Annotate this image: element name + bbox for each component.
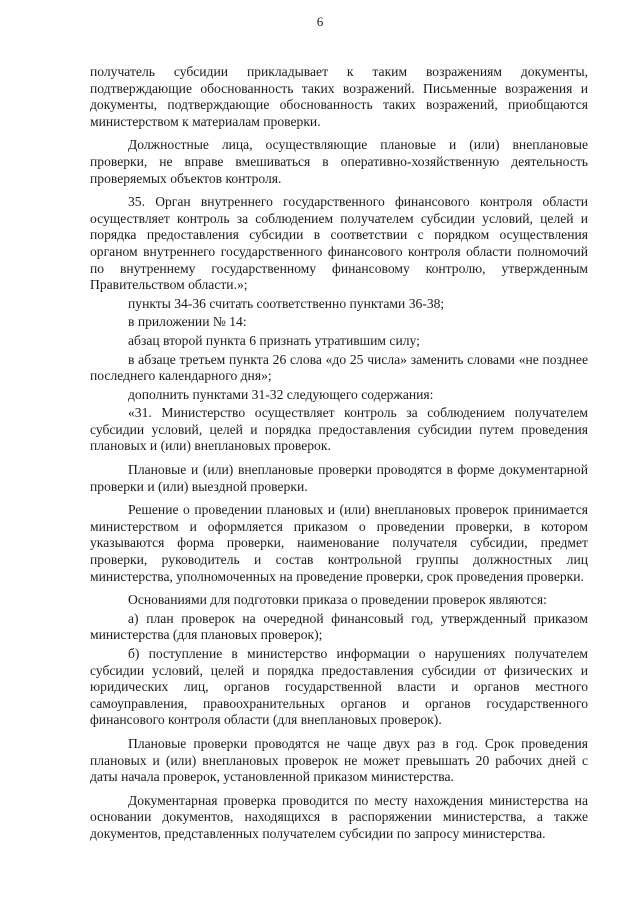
paragraph-9: «31. Министерство осуществляет контроль за соблюдением получателем субсидии условий, целей и порядка предоставления субсидии путем проведения плановых и (или) внеплановых проверок. [90,405,588,454]
paragraph-4: пункты 34-36 считать соответственно пунктами 36-38; [128,295,445,311]
paragraph-10: Плановые и (или) внеплановые проверки проводятся в форме документарной проверки и (или) выездной проверки. [90,462,588,494]
paragraph-8: дополнить пунктами 31-32 следующего содержания: [128,386,434,402]
paragraph-3: 35. Орган внутреннего государственного финансового контроля области осуществляет контроль за соблюдением получателем субсидии условий, целей и порядка предоставления субсидии в соответствии с порядком осуществления органом внутреннего государственного финансового контроля области полномочий по внутреннему государственному финансовому контролю, утвержденным Правительством области.»; [90,194,588,293]
paragraph-1: получатель субсидии прикладывает к таким возражениям документы, подтверждающие обоснованность таких возражений. Письменные возражения и документы, подтверждающие обоснованность таких возражений, приобщаются министерством к материалам проверки. [90,64,588,129]
page-number: 6 [316,14,324,29]
paragraph-16: Документарная проверка проводится по месту нахождения министерства на основании документов, находящихся в распоряжении министерства, а также документов, представленных получателем субсидии по запросу министерства. [90,792,588,841]
paragraph-12: Основаниями для подготовки приказа о проведении проверок являются: [128,592,547,608]
paragraph-5: в приложении № 14: [128,314,247,330]
paragraph-15: Плановые проверки проводятся не чаще двух раз в год. Срок проведения плановых и (или) внеплановых проверок не может превышать 20 рабочих дней с даты начала проверок, установленной приказом министерства. [90,735,588,785]
paragraph-6: абзац второй пункта 6 признать утратившим силу; [128,332,420,348]
paragraph-13: а) план проверок на очередной финансовый год, утвержденный приказом министерства (для плановых проверок); [90,610,588,643]
paragraph-7: в абзаце третьем пункта 26 слова «до 25 числа» заменить словами «не позднее последнего календарного дня»; [90,351,588,384]
paragraph-11: Решение о проведении плановых и (или) внеплановых проверок принимается министерством и оформляется приказом о проведении проверки, в котором указываются форма проверки, наименование получателя субсидии, предмет проверки, руководитель и состав контрольной группы должностных лиц министерства, уполномоченных на проведение проверки, срок проведения проверки. [90,502,588,584]
paragraph-14: б) поступление в министерство информации о нарушениях получателем субсидии условий, целей и порядка предоставления субсидии от физических и юридических лиц, органов государственной власти и органов местного самоуправления, правоохранительных органов и органов государственного финансового контроля области (для внеплановых проверок). [90,646,588,728]
paragraph-2: Должностные лица, осуществляющие плановые и (или) внеплановые проверки, не вправе вмешиваться в оперативно-хозяйственную деятельность проверяемых объектов контроля. [90,137,588,186]
document-body [90,64,588,843]
